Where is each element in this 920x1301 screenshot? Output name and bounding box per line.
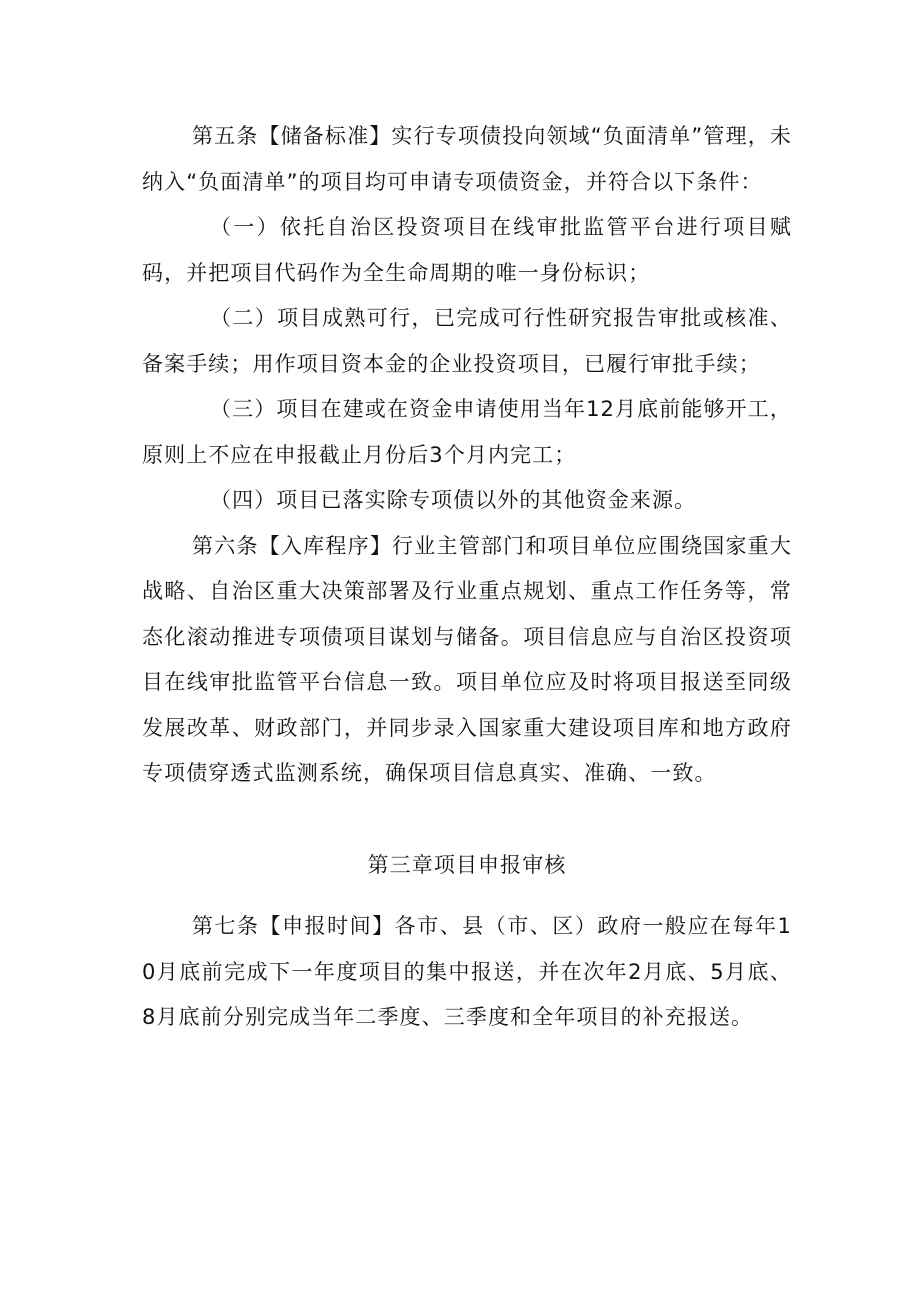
document-body bbox=[142, 114, 792, 1041]
chapter-3-title: 第三章项目申报审核 bbox=[367, 852, 567, 877]
chapter-spacing-top bbox=[142, 797, 792, 843]
chapter-spacing-bottom bbox=[142, 888, 792, 904]
article-5-item-1: （一）依托自治区投资项目在线审批监管平台进行项目赋码，并把项目代码作为全生命周期的唯一身份标识； bbox=[142, 215, 792, 285]
article-6-paragraph: 第六条【入库程序】行业主管部门和项目单位应围绕国家重大战略、自治区重大决策部署及行业重点规划、重点工作任务等，常态化滚动推进专项债项目谋划与储备。项目信息应与自治区投资项目在线审批监管平台信息一致。项目单位应及时将项目报送至同级发展改革、财政部门，并同步录入国家重大建设项目库和地方政府专项债穿透式监测系统，确保项目信息真实、准确、一致。 bbox=[142, 533, 792, 785]
article-7-paragraph: 第七条【申报时间】各市、县（市、区）政府一般应在每年10月底前完成下一年度项目的集中报送，并在次年2月底、5月底、8月底前分别完成当年二季度、三季度和全年项目的补充报送。 bbox=[142, 914, 792, 1029]
article-5-item-4: （四）项目已落实除专项债以外的其他资金来源。 bbox=[210, 488, 697, 512]
article-5-paragraph: 第五条【储备标准】实行专项债投向领域“负面清单”管理，未纳入“负面清单”的项目均可申请专项债资金，并符合以下条件： bbox=[142, 124, 792, 194]
article-5-item-2: （二）项目成熟可行，已完成可行性研究报告审批或核准、备案手续；用作项目资本金的企业投资项目，已履行审批手续； bbox=[142, 306, 792, 376]
article-5-item-3: （三）项目在建或在资金申请使用当年12月底前能够开工，原则上不应在申报截止月份后3个月内完工； bbox=[142, 397, 792, 467]
